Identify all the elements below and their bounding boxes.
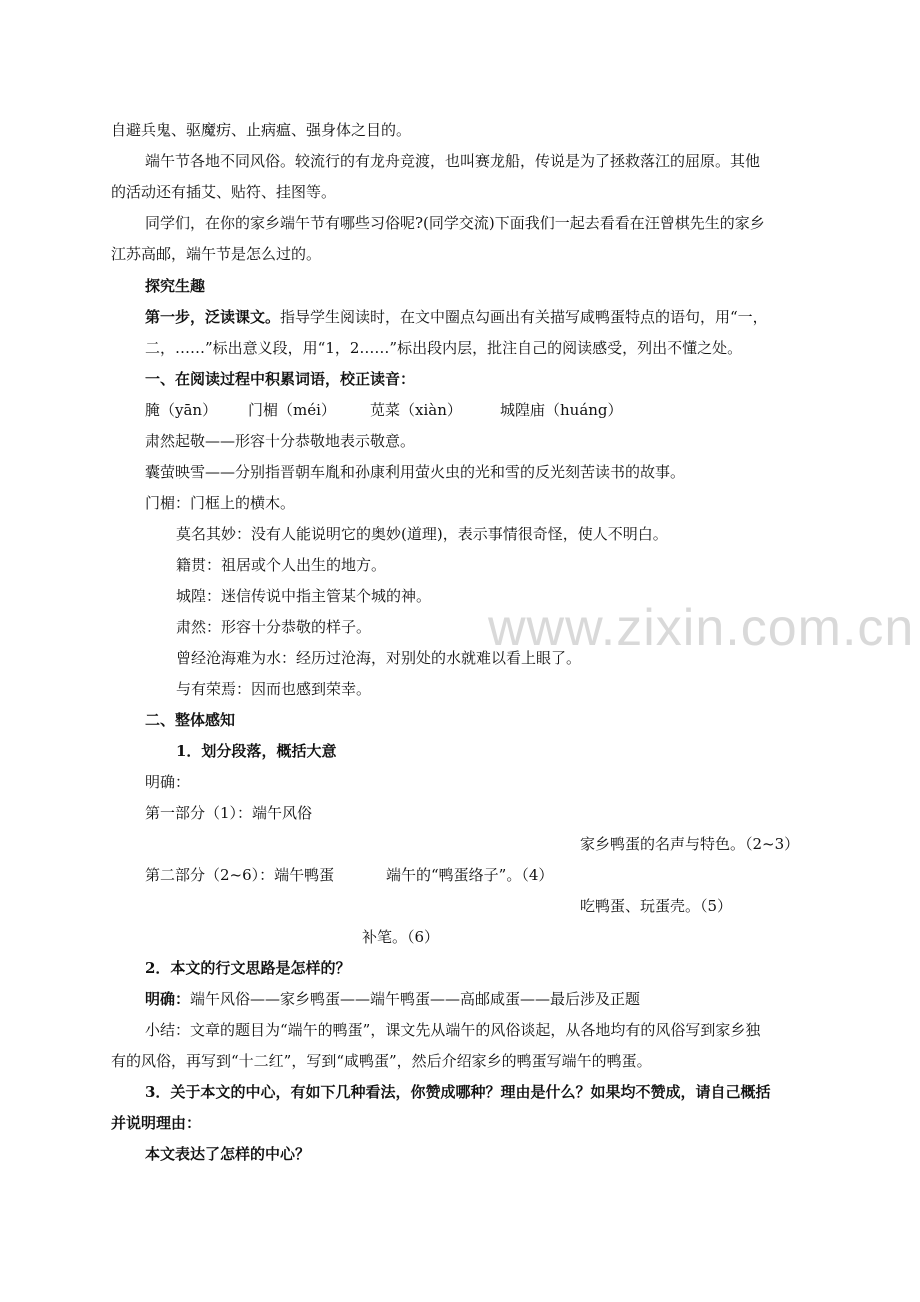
pinyin-word: 门楣（méi） [248, 401, 336, 419]
definition: 囊萤映雪——分别指晋朝车胤和孙康利用萤火虫的光和雪的反光刻苦读书的故事。 [145, 463, 686, 481]
mingque-label: 明确： [145, 773, 191, 791]
summary-line: 小结：文章的题目为“端午的鸭蛋”，课文先从端午的风俗谈起，从各地均有的风俗写到家乡独 [145, 1021, 761, 1039]
definition: 门楣：门框上的横木。 [145, 494, 296, 512]
step1-lead: 第一步，泛读课文。 [145, 308, 281, 326]
definition: 与有荣焉：因而也感到荣幸。 [176, 680, 372, 698]
definition: 肃然起敬——形容十分恭敬地表示敬意。 [145, 432, 416, 450]
outline-part2: 第二部分（2~6）：端午鸭蛋 [145, 866, 335, 884]
summary-line: 有的风俗，再写到“十二红”，写到“咸鸭蛋”，然后介绍家乡的鸭蛋写端午的鸭蛋。 [111, 1052, 652, 1070]
text-line: 的活动还有插艾、贴符、挂图等。 [111, 183, 337, 201]
outline-sub: 端午的“鸭蛋络子”。（4） [386, 866, 554, 884]
watermark: www.zixin.com.cn [488, 599, 915, 657]
step1-line [145, 307, 768, 327]
pinyin-word: 城隍庙（huáng） [500, 401, 623, 419]
question-3-cont: 并说明理由： [111, 1114, 202, 1132]
text-line: 江苏高邮，端午节是怎么过的。 [111, 245, 322, 263]
definition: 籍贯：祖居或个人出生的地方。 [176, 556, 387, 574]
step1-text: 指导学生阅读时，在文中圈点勾画出有关描写咸鸭蛋特点的语句，用“一， [280, 308, 768, 326]
question-3-prompt: 本文表达了怎样的中心？ [145, 1145, 311, 1163]
pinyin-word: 腌（yān） [145, 401, 218, 419]
definition: 曾经沧海难为水：经历过沧海，对别处的水就难以看上眼了。 [176, 649, 582, 667]
answer-label: 明确： [145, 990, 191, 1008]
outline-sub: 吃鸭蛋、玩蛋壳。（5） [580, 897, 733, 915]
section-heading: 探究生趣 [145, 277, 206, 295]
outline-sub: 家乡鸭蛋的名声与特色。（2~3） [580, 835, 800, 853]
definition: 莫名其妙：没有人能说明它的奥妙(道理)，表示事情很奇怪，使人不明白。 [176, 525, 668, 543]
definition: 肃然：形容十分恭敬的样子。 [176, 618, 372, 636]
text-line: 端午节各地不同风俗。较流行的有龙舟竞渡，也叫赛龙船，传说是为了拯救落江的屈原。其他 [145, 152, 761, 170]
question-2: 2．本文的行文思路是怎样的？ [145, 959, 351, 977]
question-1: 1．划分段落，概括大意 [176, 742, 337, 760]
question-2-answer [145, 989, 640, 1009]
text-line: 同学们，在你的家乡端午节有哪些习俗呢?(同学交流)下面我们一起去看看在汪曾棋先生的家乡 [145, 214, 765, 232]
outline-sub: 补笔。（6） [362, 928, 440, 946]
question-3: 3．关于本文的中心，有如下几种看法，你赞成哪种？理由是什么？如果均不赞成，请自己概括 [145, 1083, 771, 1101]
pinyin-word: 苋菜（xiàn） [370, 401, 462, 419]
step1-cont: 二，……”标出意义段，用“1，2……”标出段内层，批注自己的阅读感受，列出不懂之处。 [145, 339, 743, 357]
text-line: 自避兵鬼、驱魔疠、止病瘟、强身体之目的。 [111, 121, 412, 139]
part2-heading: 二、整体感知 [145, 711, 236, 729]
answer-text: 端午风俗——家乡鸭蛋——端午鸭蛋——高邮咸蛋——最后涉及正题 [190, 990, 641, 1008]
outline-part1: 第一部分（1）：端午风俗 [145, 804, 313, 822]
definition: 城隍：迷信传说中指主管某个城的神。 [176, 587, 432, 605]
part1-heading: 一、在阅读过程中积累词语，校正读音： [145, 370, 416, 388]
